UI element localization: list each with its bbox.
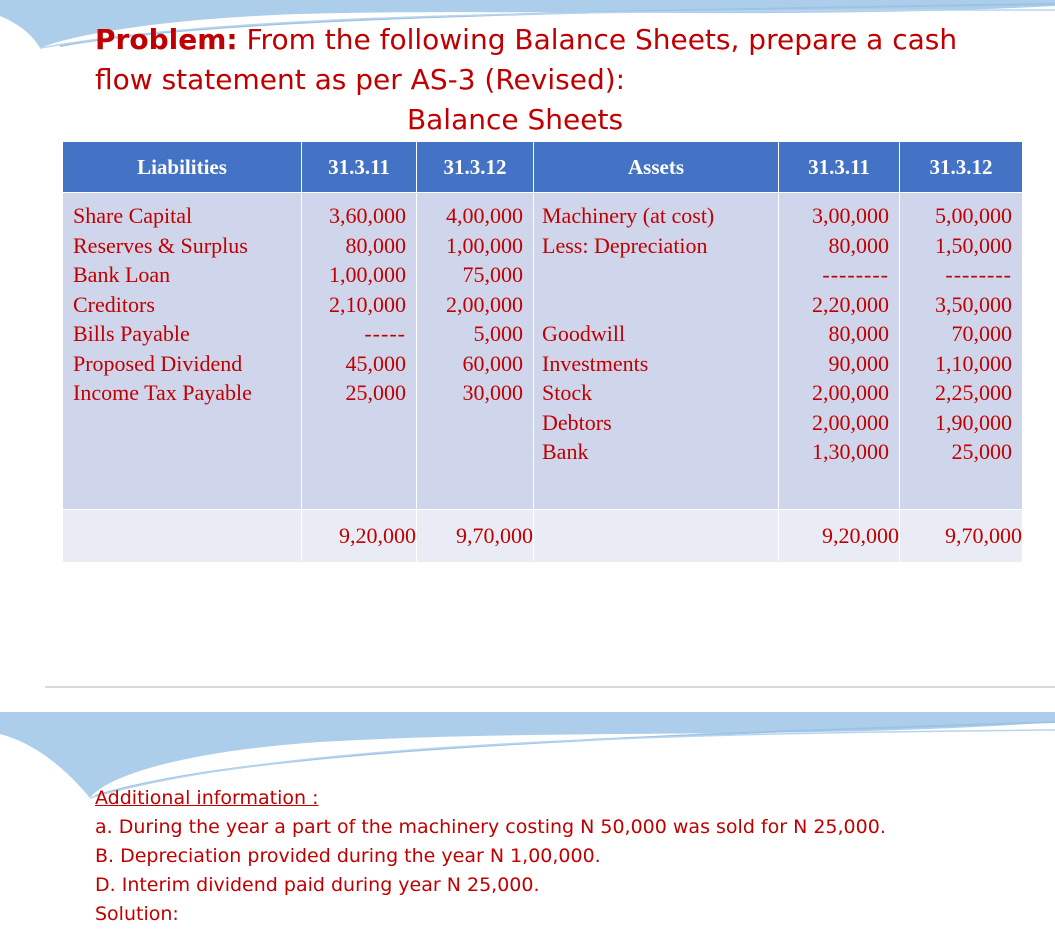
liability-value-2011: 2,10,000	[329, 291, 406, 317]
liability-item: Proposed Dividend	[73, 350, 243, 376]
asset-value-2011: 2,20,000	[812, 291, 889, 317]
asset-item: Debtors	[542, 409, 612, 435]
liability-value-2011: 80,000	[345, 232, 406, 258]
liabilities-2011-column	[302, 193, 417, 510]
asset-item	[534, 260, 778, 290]
total-liab-2011: 9,20,000	[302, 510, 417, 563]
liability-value-2012: 5,000	[473, 321, 523, 346]
problem-statement	[95, 20, 995, 100]
totals-row	[63, 510, 1023, 563]
asset-value-2011: 80,000	[828, 232, 889, 258]
header-liabilities: Liabilities	[63, 142, 302, 193]
problem-label: Problem:	[95, 23, 238, 56]
liabilities-2012-column	[417, 193, 534, 510]
asset-value-2012: 2,25,000	[935, 380, 1012, 405]
liability-item: Share Capital	[73, 203, 193, 228]
asset-value-2011: --------	[822, 262, 889, 287]
additional-information	[95, 784, 886, 929]
asset-value-2012: 70,000	[951, 321, 1012, 346]
total-assets-2012: 9,70,000	[900, 510, 1023, 563]
header-liab-2011: 31.3.11	[302, 142, 417, 193]
header-assets-2012: 31.3.12	[900, 142, 1023, 193]
liability-value-2011: 3,60,000	[329, 203, 406, 228]
asset-item	[534, 290, 778, 320]
liability-item: Income Tax Payable	[73, 380, 252, 405]
additional-line: a. During the year a part of the machinery costing N 50,000 was sold for N 25,000.	[95, 816, 886, 838]
asset-value-2012: 1,90,000	[935, 409, 1012, 435]
liability-value-2012: 75,000	[462, 262, 523, 287]
liability-value-2011: 1,00,000	[329, 262, 406, 287]
asset-value-2011: 90,000	[828, 350, 889, 376]
asset-item: Less: Depreciation	[542, 232, 708, 258]
additional-line: B. Depreciation provided during the year N 1,00,000.	[95, 845, 601, 867]
total-assets-2011: 9,20,000	[779, 510, 900, 563]
liability-value-2012: 4,00,000	[446, 203, 523, 228]
slide-divider	[45, 686, 1055, 688]
asset-item: Bank	[542, 439, 589, 464]
liability-value-2012: 1,00,000	[446, 232, 523, 258]
additional-heading: Additional information :	[95, 787, 319, 809]
asset-item: Goodwill	[542, 321, 626, 346]
totals-assets-label	[534, 510, 779, 563]
header-assets: Assets	[534, 142, 779, 193]
balance-sheet-table	[62, 141, 1023, 562]
total-liab-2012: 9,70,000	[417, 510, 534, 563]
liability-value-2012: 2,00,000	[446, 291, 523, 317]
additional-line: D. Interim dividend paid during year N 25,000.	[95, 874, 540, 896]
assets-2011-column	[779, 193, 900, 510]
problem-text: From the following Balance Sheets, prepare a cash	[246, 23, 958, 56]
liability-item: Bills Payable	[73, 321, 190, 346]
asset-value-2012: --------	[945, 262, 1012, 287]
asset-value-2012: 5,00,000	[935, 203, 1012, 228]
asset-value-2011: 2,00,000	[812, 409, 889, 435]
liability-item: Reserves & Surplus	[73, 232, 248, 258]
liability-value-2011: 45,000	[345, 350, 406, 376]
asset-item: Machinery (at cost)	[542, 203, 715, 228]
balance-sheets-title: Balance Sheets	[406, 103, 624, 136]
asset-value-2012: 3,50,000	[935, 291, 1012, 317]
asset-value-2011: 3,00,000	[812, 203, 889, 228]
table-header-row	[63, 142, 1023, 193]
asset-value-2012: 25,000	[951, 439, 1012, 464]
asset-value-2011: 80,000	[828, 321, 889, 346]
problem-text-line2: flow statement as per AS-3 (Revised):	[95, 63, 626, 96]
totals-liabilities-label	[63, 510, 302, 563]
liability-value-2011: 25,000	[345, 380, 406, 405]
table-body-row	[63, 193, 1023, 510]
assets-2012-column	[900, 193, 1023, 510]
asset-value-2011: 2,00,000	[812, 380, 889, 405]
asset-item: Investments	[542, 350, 649, 376]
header-liab-2012: 31.3.12	[417, 142, 534, 193]
asset-value-2012: 1,50,000	[935, 232, 1012, 258]
asset-value-2012: 1,10,000	[935, 350, 1012, 376]
assets-column	[534, 193, 779, 510]
solution-label: Solution:	[95, 903, 179, 925]
liability-value-2012: 30,000	[462, 380, 523, 405]
asset-value-2011: 1,30,000	[812, 439, 889, 464]
liability-item: Creditors	[73, 291, 155, 317]
liabilities-column	[63, 193, 302, 510]
header-assets-2011: 31.3.11	[779, 142, 900, 193]
asset-item: Stock	[542, 380, 593, 405]
liability-item: Bank Loan	[73, 262, 171, 287]
liability-value-2012: 60,000	[462, 350, 523, 376]
liability-value-2011: -----	[364, 321, 406, 346]
